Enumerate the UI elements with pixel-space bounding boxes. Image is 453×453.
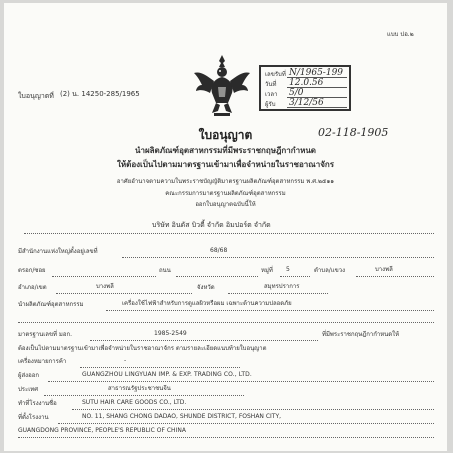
factory-location-label: ที่ตั้งโรงงาน [18,414,49,421]
district-label: อำเภอ/เขต [18,284,47,291]
subdistrict-value: บางพลี [375,266,393,273]
stamp-line-date: วันที่ 12.0.56 [265,78,347,88]
country-label: ประเทศ [18,386,39,393]
license-document [4,3,447,451]
moo-value: 5 [286,266,290,273]
standard-label: มาตรฐานเลขที่ มอก. [18,331,73,338]
district-value: บางพลี [96,283,114,290]
exporter-value: GUANGZHOU LINGYUAN IMP. & EXP. TRADING CO., LTD. [82,371,252,378]
license-number: (2) น. 14250-285/1965 [60,90,140,98]
standard-value: 1985-2549 [154,330,187,337]
preamble-line-2: คณะกรรมการมาตรฐานผลิตภัณฑ์อุตสาหกรรม [165,190,286,197]
country-value: สาธารณรัฐประชาชนจีน [108,385,171,392]
preamble-line-3: ออกใบอนุญาตฉบับนี้ให้ [195,201,256,208]
road-label: ถนน [159,267,171,274]
office-value: 68/68 [210,247,228,254]
alley-label: ตรอก/ซอย [18,267,46,274]
subdistrict-label: ตำบล/แขวง [314,267,346,274]
factory-location-line-1: NO. 11, SHANG CHONG DADAO, SHUNDE DISTRICT, FOSHAN CITY, [82,413,282,420]
license-number-label: ใบอนุญาตที่ [18,92,54,100]
product-label: นำผลิตภัณฑ์อุตสาหกรรม [18,301,84,308]
stamp-line-time: เวลา 5/0 [265,88,347,98]
company-name: บริษัท อินดัส บิวตี้ จำกัด อิมปอร์ต จำกัด [152,221,271,229]
factory-name-label: ทำที่โรงงานชื่อ [18,400,57,407]
stamp-line-received-no: เลขรับที่ N/1965-199 [265,68,347,78]
exporter-label: ผู้ส่งออก [18,372,39,379]
form-code: แบบ ปอ.๒ [387,31,414,38]
factory-location-line-2: GUANGDONG PROVINCE, PEOPLE'S REPUBLIC OF CHINA [18,427,186,434]
title-line-1: นำผลิตภัณฑ์อุตสาหกรรมที่มีพระราชกฤษฎีกากำหนด [134,146,316,155]
handwritten-reference: 02-118-1905 [318,126,389,139]
title-line-2: ให้ต้องเป็นไปตามมาตรฐานเข้ามาเพื่อจำหน่ายในราชอาณาจักร [116,160,335,169]
office-label: มีสำนักงานแห่งใหญ่ตั้งอยู่เลขที่ [18,248,98,255]
standard-tail: ที่มีพระราชกฤษฎีกากำหนดให้ [322,331,400,338]
stamp-line-receiver: ผู้รับ 3/12/56 [265,98,347,108]
product-value: เครื่องใช้ไฟฟ้าสำหรับการดูแลผิวหรือผม เฉพาะด้านความปลอดภัย [122,300,292,307]
received-stamp [259,65,351,111]
factory-name-value: SUTU HAIR CARE GOODS CO., LTD. [82,399,187,406]
conformity-line: ต้องเป็นไปตามมาตรฐานเข้ามาเพื่อจำหน่ายในราชอาณาจักร ตามรายละเอียดแนบท้ายใบอนุญาต [18,345,267,352]
province-label: จังหวัด [197,284,215,291]
document-title: ใบอนุญาต [198,128,253,142]
preamble-line-1: อาศัยอำนาจตามความในพระราชบัญญัติมาตรฐานผลิตภัณฑ์อุตสาหกรรม พ.ศ.๒๕๑๑ [116,178,335,185]
moo-label: หมู่ที่ [261,267,273,274]
trademark-value: - [124,357,127,364]
trademark-label: เครื่องหมายการค้า [18,358,67,365]
province-value: สมุทรปราการ [264,283,300,290]
garuda-emblem-icon [192,53,252,119]
